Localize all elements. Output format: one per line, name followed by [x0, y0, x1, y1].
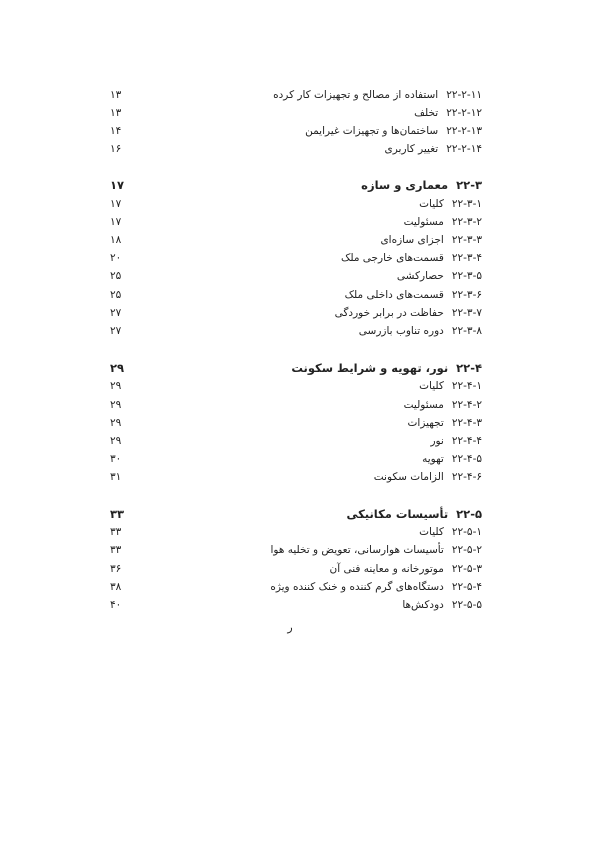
toc-entry-text	[402, 599, 482, 611]
section-number: ۲۲-۲-۱۲	[446, 107, 482, 119]
section-title: تهویه	[422, 453, 444, 465]
section-number: ۲۲-۳-۱	[451, 198, 482, 210]
toc-entry[interactable]	[110, 560, 482, 578]
section-number: ۲۲-۲-۱۳	[446, 125, 482, 137]
toc-entry-text	[414, 107, 482, 119]
page-number: ۲۵	[110, 289, 122, 301]
toc-entry-text	[330, 563, 482, 575]
page-number: ۳۳	[110, 526, 122, 538]
page-number: ۳۳	[110, 507, 125, 521]
section-number: ۲۲-۳-۵	[451, 270, 482, 282]
section-number: ۲۲-۵-۵	[451, 599, 482, 611]
toc-entry-text	[359, 325, 482, 337]
section-title: اجزای سازه‌ای	[380, 234, 444, 246]
toc-entry-text	[419, 526, 482, 538]
section-number: ۲۲-۳-۸	[451, 325, 482, 337]
toc-entry[interactable]	[110, 213, 482, 231]
page-number: ۲۵	[110, 270, 122, 282]
toc-entry[interactable]	[110, 377, 482, 395]
section-title: تغییر کاربری	[384, 143, 439, 155]
toc-entry-text	[345, 289, 482, 301]
page-number: ۱۷	[110, 216, 122, 228]
section-title: مسئولیت	[403, 399, 444, 411]
section-title: معماری و سازه	[361, 178, 449, 192]
toc-entry-text	[291, 361, 482, 375]
section-number: ۲۲-۲-۱۴	[446, 143, 482, 155]
toc-entry[interactable]	[110, 578, 482, 596]
section-number: ۲۲-۵-۲	[451, 544, 482, 556]
page-number: ۳۸	[110, 581, 122, 593]
section-number: ۲۲-۴-۲	[451, 399, 482, 411]
section-number: ۲۲-۲-۱۱	[446, 89, 482, 101]
section-number: ۲۲-۴-۵	[451, 453, 482, 465]
section-title: ساختمان‌ها و تجهیزات غیرایمن	[305, 125, 439, 137]
toc-entry-text	[380, 234, 482, 246]
section-number: ۲۲-۴-۴	[451, 435, 482, 447]
page-number: ۲۷	[110, 325, 122, 337]
page-number: ۲۹	[110, 399, 122, 411]
section-number: ۲۲-۳-۴	[451, 252, 482, 264]
page-number: ۳۶	[110, 563, 122, 575]
section-number: ۲۲-۴-۳	[451, 417, 482, 429]
toc-entry-text	[335, 307, 482, 319]
section-title: کلیات	[419, 198, 444, 210]
page-number: ۱۷	[110, 198, 122, 210]
toc-entry[interactable]	[110, 396, 482, 414]
section-title: نور	[430, 435, 444, 447]
section-title: مسئولیت	[403, 216, 444, 228]
section-title: نور، تهویه و شرایط سکونت	[291, 361, 449, 375]
section-title: دستگاه‌های گرم کننده و خنک کننده ویژه	[270, 581, 444, 593]
toc-entry-text	[430, 435, 482, 447]
section-title: قسمت‌های خارجی ملک	[340, 252, 444, 264]
toc-entry[interactable]	[110, 86, 482, 104]
section-number: ۲۲-۴-۱	[451, 380, 482, 392]
toc-entry-text	[397, 270, 482, 282]
section-title: دودکش‌ها	[402, 599, 444, 611]
toc-entry-text	[419, 380, 482, 392]
toc-section-heading[interactable]	[110, 505, 482, 523]
section-title: تخلف	[414, 107, 439, 119]
toc-entry[interactable]	[110, 450, 482, 468]
toc-entry-text	[270, 581, 482, 593]
section-title: کلیات	[419, 380, 444, 392]
toc-entry[interactable]	[110, 140, 482, 158]
section-number: ۲۲-۴-۶	[451, 471, 482, 483]
toc-entry-text	[404, 399, 482, 411]
toc-entry-text	[419, 198, 482, 210]
toc-entry[interactable]	[110, 286, 482, 304]
section-title: تجهیزات	[407, 417, 444, 429]
section-title: کلیات	[419, 526, 444, 538]
page-number: ۲۹	[110, 435, 122, 447]
page-number: ۱۸	[110, 234, 122, 246]
toc-entry[interactable]	[110, 322, 482, 340]
page-number: ۳۳	[110, 544, 122, 556]
toc-entry-text	[374, 471, 482, 483]
page-number: ۳۰	[110, 453, 122, 465]
page-number: ۲۹	[110, 361, 125, 375]
page-number: ۲۹	[110, 380, 122, 392]
page-number: ۱۳	[110, 89, 122, 101]
toc-entry-text	[404, 216, 482, 228]
section-number: ۲۲-۳-۳	[451, 234, 482, 246]
section-title: تأسیسات مکانیکی	[346, 507, 449, 521]
page-number: ۴۰	[110, 599, 122, 611]
section-title: قسمت‌های داخلی ملک	[344, 289, 444, 301]
toc-entry[interactable]	[110, 414, 482, 432]
page-number: ۳۱	[110, 471, 122, 483]
section-number: ۲۲-۳-۷	[451, 307, 482, 319]
page-number: ۲۷	[110, 307, 122, 319]
section-number: ۲۲-۴	[456, 361, 482, 375]
toc-entry[interactable]	[110, 122, 482, 140]
section-title: الزامات سکونت	[373, 471, 444, 483]
toc-entry-text	[346, 507, 482, 521]
toc-entry-text	[273, 89, 482, 101]
section-number: ۲۲-۵-۴	[451, 581, 482, 593]
toc-entry-text	[408, 417, 482, 429]
section-title: دوره تناوب بازرسی	[358, 325, 444, 337]
toc-entry-text	[361, 178, 482, 192]
page-number-footer: ر	[287, 621, 293, 634]
page-number: ۱۷	[110, 178, 125, 192]
section-number: ۲۲-۵	[456, 507, 482, 521]
page-number: ۱۴	[110, 125, 122, 137]
toc-entry-text	[271, 544, 483, 556]
toc-entry[interactable]	[110, 304, 482, 322]
section-number: ۲۲-۵-۳	[451, 563, 482, 575]
section-title: موتورخانه و معاینه فنی آن	[329, 563, 444, 575]
toc-entry[interactable]	[110, 249, 482, 267]
toc-entry[interactable]	[110, 267, 482, 285]
section-title: استفاده از مصالح و تجهیزات کار کرده	[273, 89, 439, 101]
toc-entry-text	[385, 143, 482, 155]
toc-entry-text	[305, 125, 482, 137]
section-number: ۲۲-۵-۱	[451, 526, 482, 538]
page-number: ۲۹	[110, 417, 122, 429]
section-title: حفاظت در برابر خوردگی	[334, 307, 444, 319]
toc-entry[interactable]	[110, 432, 482, 450]
toc-section-heading[interactable]	[110, 176, 482, 194]
toc-entry[interactable]	[110, 104, 482, 122]
toc-entry[interactable]	[110, 468, 482, 486]
page-number: ۱۳	[110, 107, 122, 119]
section-title: حصارکشی	[396, 270, 444, 282]
section-number: ۲۲-۳-۲	[451, 216, 482, 228]
toc-entry[interactable]	[110, 523, 482, 541]
section-title: تأسیسات هوارسانی، تعویض و تخلیه هوا	[270, 544, 444, 556]
section-number: ۲۲-۳	[456, 178, 482, 192]
toc-section-heading[interactable]	[110, 359, 482, 377]
toc-entry[interactable]	[110, 195, 482, 213]
toc-entry-text	[422, 453, 482, 465]
toc-entry[interactable]	[110, 596, 482, 614]
toc-entry-text	[341, 252, 482, 264]
toc-entry[interactable]	[110, 231, 482, 249]
page-number: ۲۰	[110, 252, 122, 264]
page-number: ۱۶	[110, 143, 122, 155]
section-number: ۲۲-۳-۶	[451, 289, 482, 301]
toc-entry[interactable]	[110, 541, 482, 559]
